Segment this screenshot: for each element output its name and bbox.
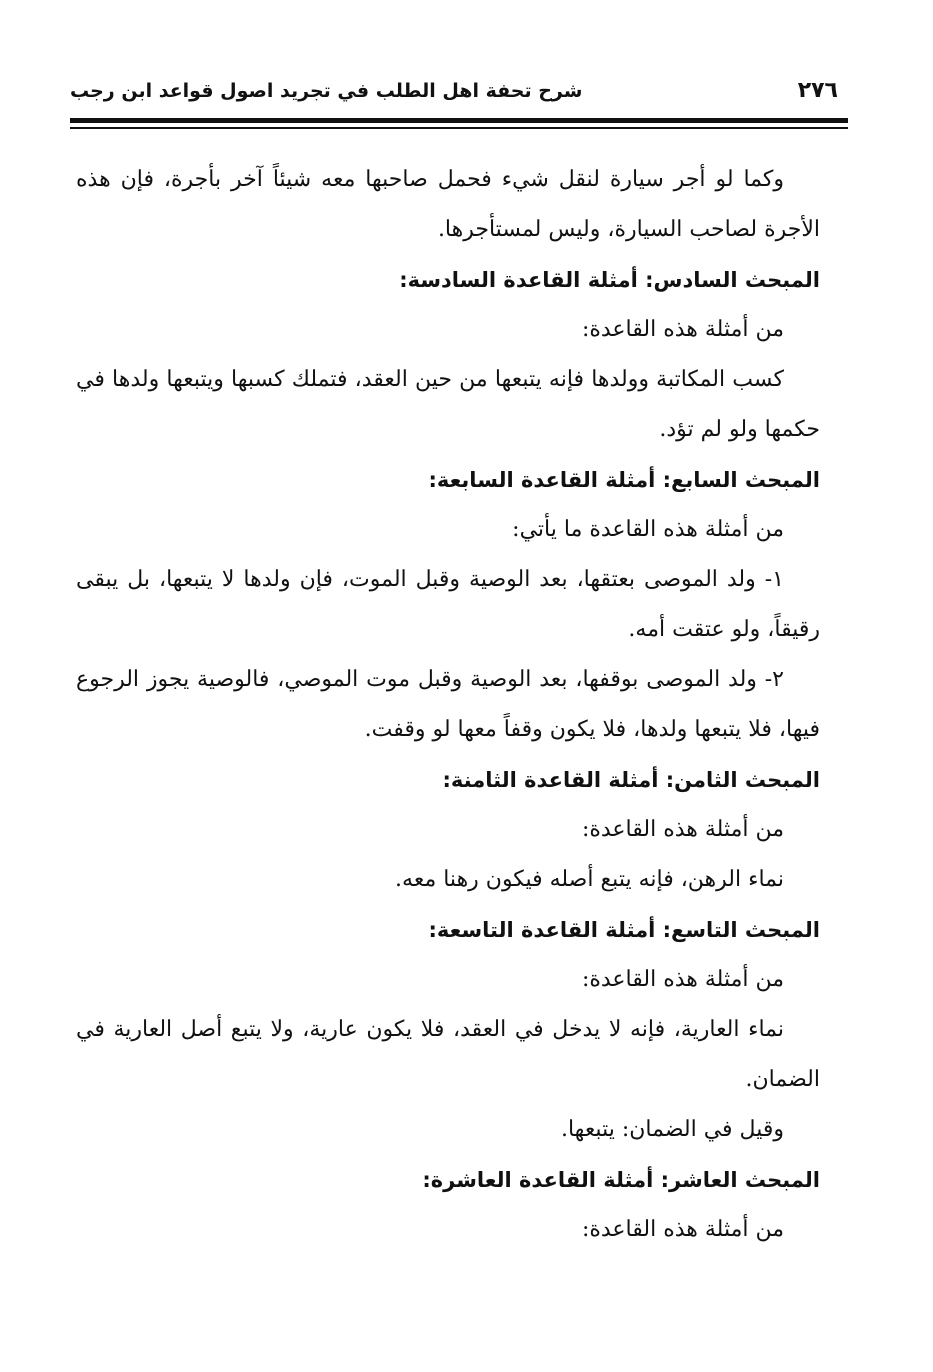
paragraph-line: من أمثلة هذه القاعدة: bbox=[581, 317, 784, 342]
paragraph-line: من أمثلة هذه القاعدة ما يأتي: bbox=[512, 517, 784, 542]
paragraph-line: الأجرة لصاحب السيارة، وليس لمستأجرها. bbox=[437, 217, 820, 242]
paragraph-line: حكمها ولو لم تؤد. bbox=[659, 417, 820, 442]
paragraph-line: ٢- ولد الموصى بوقفها، بعد الوصية وقبل موت الموصي، فالوصية يجوز الرجوع bbox=[76, 667, 784, 692]
paragraph-line: رقيقاً، ولو عتقت أمه. bbox=[628, 617, 820, 642]
page-body bbox=[76, 155, 820, 1255]
paragraph-line: من أمثلة هذه القاعدة: bbox=[581, 1217, 784, 1242]
header-rule-thick bbox=[70, 118, 848, 123]
paragraph-line: وكما لو أجر سيارة لنقل شيء فحمل صاحبها معه شيئاً آخر بأجرة، فإن هذه bbox=[76, 167, 784, 192]
section-heading: المبحث السادس: أمثلة القاعدة السادسة: bbox=[399, 268, 820, 292]
paragraph-line: الضمان. bbox=[745, 1067, 820, 1092]
paragraph-line: فيها، فلا يتبعها ولدها، فلا يكون وقفاً معها لو وقفت. bbox=[364, 717, 820, 742]
section-heading: المبحث الثامن: أمثلة القاعدة الثامنة: bbox=[442, 768, 820, 792]
book-title: شرح تحفة اهل الطلب في تجريد اصول قواعد ابن رجب bbox=[70, 80, 583, 102]
section-heading: المبحث السابع: أمثلة القاعدة السابعة: bbox=[428, 468, 820, 492]
paragraph-line: وقيل في الضمان: يتبعها. bbox=[560, 1117, 784, 1142]
header-rule-thin bbox=[70, 127, 848, 129]
paragraph-line: ١- ولد الموصى بعتقها، بعد الوصية وقبل الموت، فإن ولدها لا يتبعها، بل يبقى bbox=[76, 567, 784, 592]
paragraph-line: نماء الرهن، فإنه يتبع أصله فيكون رهنا معه. bbox=[395, 867, 784, 892]
section-heading: المبحث التاسع: أمثلة القاعدة التاسعة: bbox=[428, 918, 820, 942]
page-number: ٢٧٦ bbox=[797, 78, 838, 103]
paragraph-line: من أمثلة هذه القاعدة: bbox=[581, 817, 784, 842]
paragraph-line: كسب المكاتبة وولدها فإنه يتبعها من حين العقد، فتملك كسبها ويتبعها ولدها في bbox=[76, 367, 784, 392]
paragraph-line: من أمثلة هذه القاعدة: bbox=[581, 967, 784, 992]
running-header bbox=[70, 78, 848, 114]
paragraph-line: نماء العارية، فإنه لا يدخل في العقد، فلا يكون عارية، ولا يتبع أصل العارية في bbox=[76, 1017, 784, 1042]
section-heading: المبحث العاشر: أمثلة القاعدة العاشرة: bbox=[422, 1168, 820, 1192]
